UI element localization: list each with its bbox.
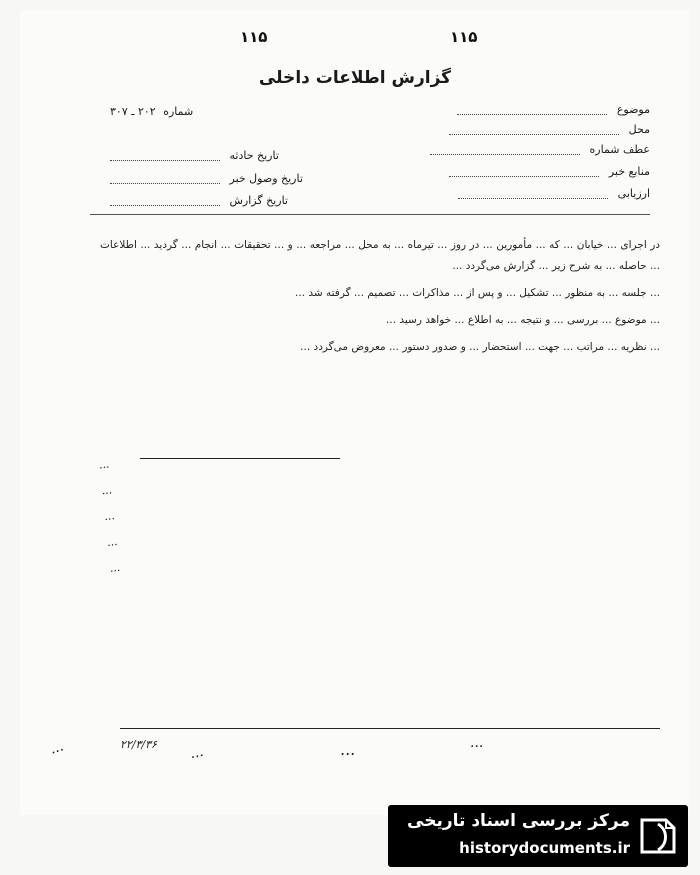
document-page: [20, 10, 690, 815]
handwritten-signature: ...: [47, 738, 66, 758]
field-reference: [430, 143, 650, 156]
field-event-date: [110, 149, 279, 162]
archive-url: historydocuments.ir: [459, 839, 630, 857]
field-report-date: [110, 194, 288, 207]
margin-note: ...: [98, 457, 110, 472]
handwritten-signature: ...: [188, 743, 205, 763]
handwritten-signature: ...: [340, 740, 356, 759]
field-evaluation: [458, 187, 650, 200]
margin-note: ...: [109, 560, 121, 575]
document-title: گزارش اطلاعات داخلی: [258, 68, 452, 88]
archive-logo-icon: [636, 814, 680, 858]
field-event-date-label: تاریخ حادثه: [229, 149, 279, 162]
body-paragraph-4: ... نظریه ... مراتب ... جهت ... استحضار ... و صدور دستور ... معروض می‌گردد ...: [300, 341, 660, 353]
underline-mark: [120, 728, 660, 729]
field-subject-label: موضوع: [616, 103, 650, 116]
field-report-date-label: تاریخ گزارش: [229, 194, 288, 207]
field-source-label: منابع خبر: [608, 165, 650, 178]
field-reference-label: عطف شماره: [589, 143, 650, 156]
field-source: [449, 165, 650, 178]
header-mark-left: ۱۱۵: [240, 28, 268, 46]
field-number-label: شماره: [163, 105, 194, 118]
field-evaluation-label: ارزیابی: [617, 187, 650, 200]
header-mark-right: ۱۱۵: [450, 28, 478, 46]
body-paragraph-3: ... موضوع ... بررسی ... و نتیجه ... به اطلاع ... خواهد رسید ...: [386, 314, 660, 326]
body-paragraph-1: در اجرای ... خیابان ... که ... مأمورین ... در روز ... تیرماه ... به محل ... مراجعه ... و ... تحقیقات ... انجام ... گردید ... اطلاعات ... حاصله ... به شرح زیر ... گزارش می‌گردد ...: [100, 239, 660, 272]
field-receipt-date-label: تاریخ وصول خبر: [229, 172, 303, 185]
field-number-value: ۲۰۲ ـ ۳۰۷: [110, 105, 156, 118]
archive-watermark: [388, 805, 688, 867]
archive-name: مرکز بررسی اسناد تاریخی: [407, 811, 630, 831]
header-divider: [90, 214, 650, 215]
field-place: [449, 123, 650, 136]
margin-note: ...: [100, 483, 113, 498]
margin-note: ...: [106, 534, 119, 550]
body-paragraph-2: ... جلسه ... به منظور ... تشکیل ... و پس از ... مذاکرات ... تصمیم ... گرفته شد ...: [295, 287, 660, 299]
field-subject: [457, 103, 650, 116]
field-number: [110, 105, 193, 118]
field-place-label: محل: [628, 123, 650, 136]
handwritten-margin-notes: [33, 451, 121, 588]
date-stamp: ۲۲/۳/۳۶: [120, 738, 157, 751]
report-body: [100, 235, 660, 364]
margin-note: ...: [103, 509, 116, 524]
handwritten-signature: ...: [470, 735, 484, 751]
underline-mark: [140, 458, 340, 459]
field-receipt-date: [110, 172, 303, 185]
